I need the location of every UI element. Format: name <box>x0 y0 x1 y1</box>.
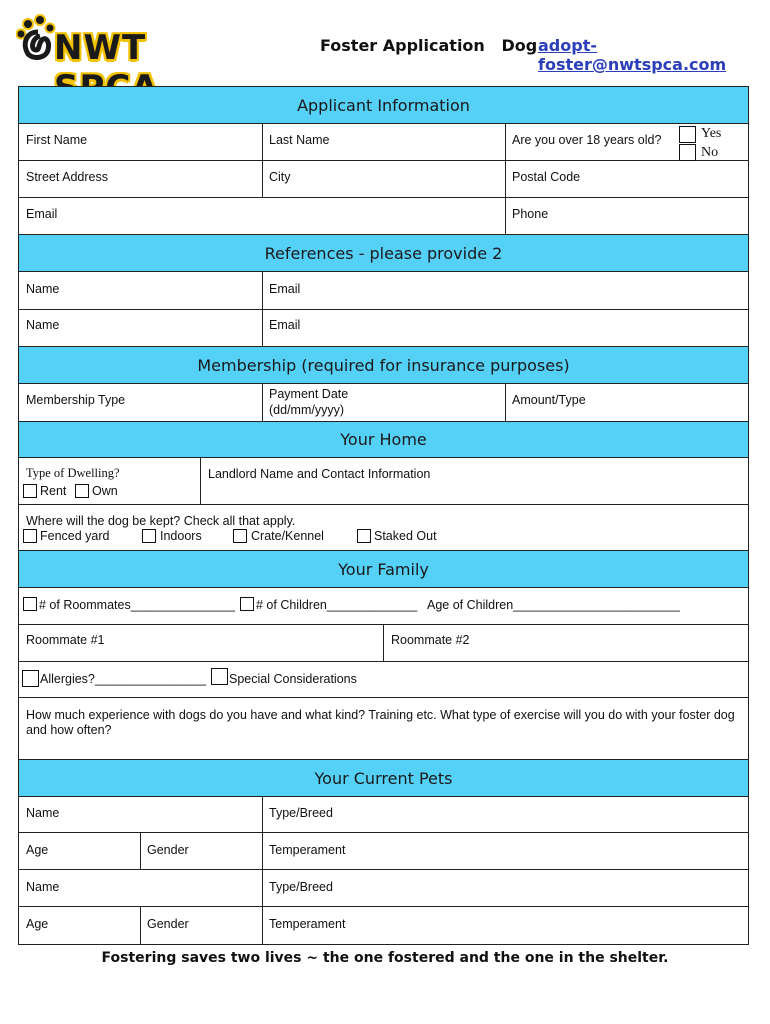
section-title: Your Family <box>338 559 429 579</box>
street-address-field[interactable]: Street Address <box>26 170 108 184</box>
payment-date-format: (dd/mm/yyyy) <box>269 403 344 417</box>
no-label: No <box>701 145 719 160</box>
reference2-email-field[interactable]: Email <box>269 318 301 332</box>
reference2-name-field[interactable]: Name <box>26 318 60 332</box>
section-title: Membership (required for insurance purposes) <box>197 355 570 375</box>
phone-field[interactable]: Phone <box>512 207 549 221</box>
indoors-checkbox[interactable] <box>142 529 156 543</box>
section-header-home <box>18 421 749 458</box>
payment-date-label: Payment Date <box>269 387 349 401</box>
allergies-checkbox[interactable] <box>22 670 39 687</box>
yes-checkbox[interactable] <box>679 126 696 143</box>
email-field[interactable]: Email <box>26 207 58 221</box>
rent-label: Rent <box>40 484 67 498</box>
last-name-field[interactable]: Last Name <box>269 133 330 147</box>
crate-kennel-label: Crate/Kennel <box>251 529 324 543</box>
dwelling-label: Type of Dwelling? <box>26 466 120 480</box>
pet1-age-field[interactable]: Age <box>26 843 49 857</box>
city-field[interactable]: City <box>269 170 291 184</box>
section-header-membership <box>18 346 749 384</box>
section-header-applicant <box>18 86 749 124</box>
pet2-name-field[interactable]: Name <box>26 880 60 894</box>
experience-question-field[interactable]: How much experience with dogs do you have and what kind? Training etc. What type of exercise will you do with your foster dog and how often? <box>26 708 735 737</box>
age-of-children-field[interactable]: Age of Children________________________ <box>427 598 681 612</box>
over18-label: Are you over 18 years old? <box>512 133 662 147</box>
footer-tagline: Fostering saves two lives ~ the one fostered and the one in the shelter. <box>101 950 669 966</box>
roommate1-field[interactable]: Roommate #1 <box>26 633 105 647</box>
own-label: Own <box>92 484 118 498</box>
section-title: Your Home <box>340 430 427 449</box>
pet1-temperament-field[interactable]: Temperament <box>269 843 346 857</box>
children-checkbox[interactable] <box>240 597 254 611</box>
fenced-yard-checkbox[interactable] <box>23 529 37 543</box>
staked-out-checkbox[interactable] <box>357 529 371 543</box>
roommates-field[interactable]: # of Roommates_______________ <box>39 598 235 612</box>
rent-checkbox[interactable] <box>23 484 37 498</box>
pet2-temperament-field[interactable]: Temperament <box>269 917 346 931</box>
first-name-field[interactable]: First Name <box>26 133 88 147</box>
crate-kennel-checkbox[interactable] <box>233 529 247 543</box>
pet1-name-field[interactable]: Name <box>26 806 60 820</box>
reference1-email-field[interactable]: Email <box>269 282 301 296</box>
no-checkbox[interactable] <box>679 144 696 161</box>
landlord-field[interactable]: Landlord Name and Contact Information <box>208 467 431 481</box>
own-checkbox[interactable] <box>75 484 89 498</box>
section-title: Your Current Pets <box>314 768 453 788</box>
section-header-pets <box>18 759 749 797</box>
pet2-breed-field[interactable]: Type/Breed <box>269 880 333 894</box>
postal-code-field[interactable]: Postal Code <box>512 170 581 184</box>
amount-type-field[interactable]: Amount/Type <box>512 393 586 407</box>
membership-type-field[interactable]: Membership Type <box>26 393 126 407</box>
pet1-breed-field[interactable]: Type/Breed <box>269 806 333 820</box>
dog-kept-question: Where will the dog be kept? Check all that apply. <box>26 514 296 528</box>
section-header-family <box>18 550 749 588</box>
fenced-yard-label: Fenced yard <box>40 529 110 543</box>
section-title: Applicant Information <box>297 95 470 115</box>
children-field[interactable]: # of Children_____________ <box>256 598 418 612</box>
reference1-name-field[interactable]: Name <box>26 282 60 296</box>
form-title: Foster Application Dog <box>320 36 538 55</box>
pet2-age-field[interactable]: Age <box>26 917 49 931</box>
indoors-label: Indoors <box>160 529 202 543</box>
section-header-references <box>18 234 749 272</box>
allergies-field[interactable]: Allergies?________________ <box>40 672 207 686</box>
staked-out-label: Staked Out <box>374 529 437 543</box>
nwt-spca-logo <box>16 14 236 80</box>
yes-label: Yes <box>701 126 722 141</box>
pet1-gender-field[interactable]: Gender <box>147 843 189 857</box>
contact-email-link[interactable]: adopt-foster@nwtspca.com <box>538 36 727 74</box>
paw-icon <box>16 14 56 60</box>
section-title: References - please provide 2 <box>264 243 503 263</box>
pet2-gender-field[interactable]: Gender <box>147 917 189 931</box>
roommates-checkbox[interactable] <box>23 597 37 611</box>
special-considerations-label: Special Considerations <box>229 672 357 686</box>
special-considerations-checkbox[interactable] <box>211 668 228 685</box>
roommate2-field[interactable]: Roommate #2 <box>391 633 470 647</box>
logo-text: NWT <box>54 28 147 68</box>
